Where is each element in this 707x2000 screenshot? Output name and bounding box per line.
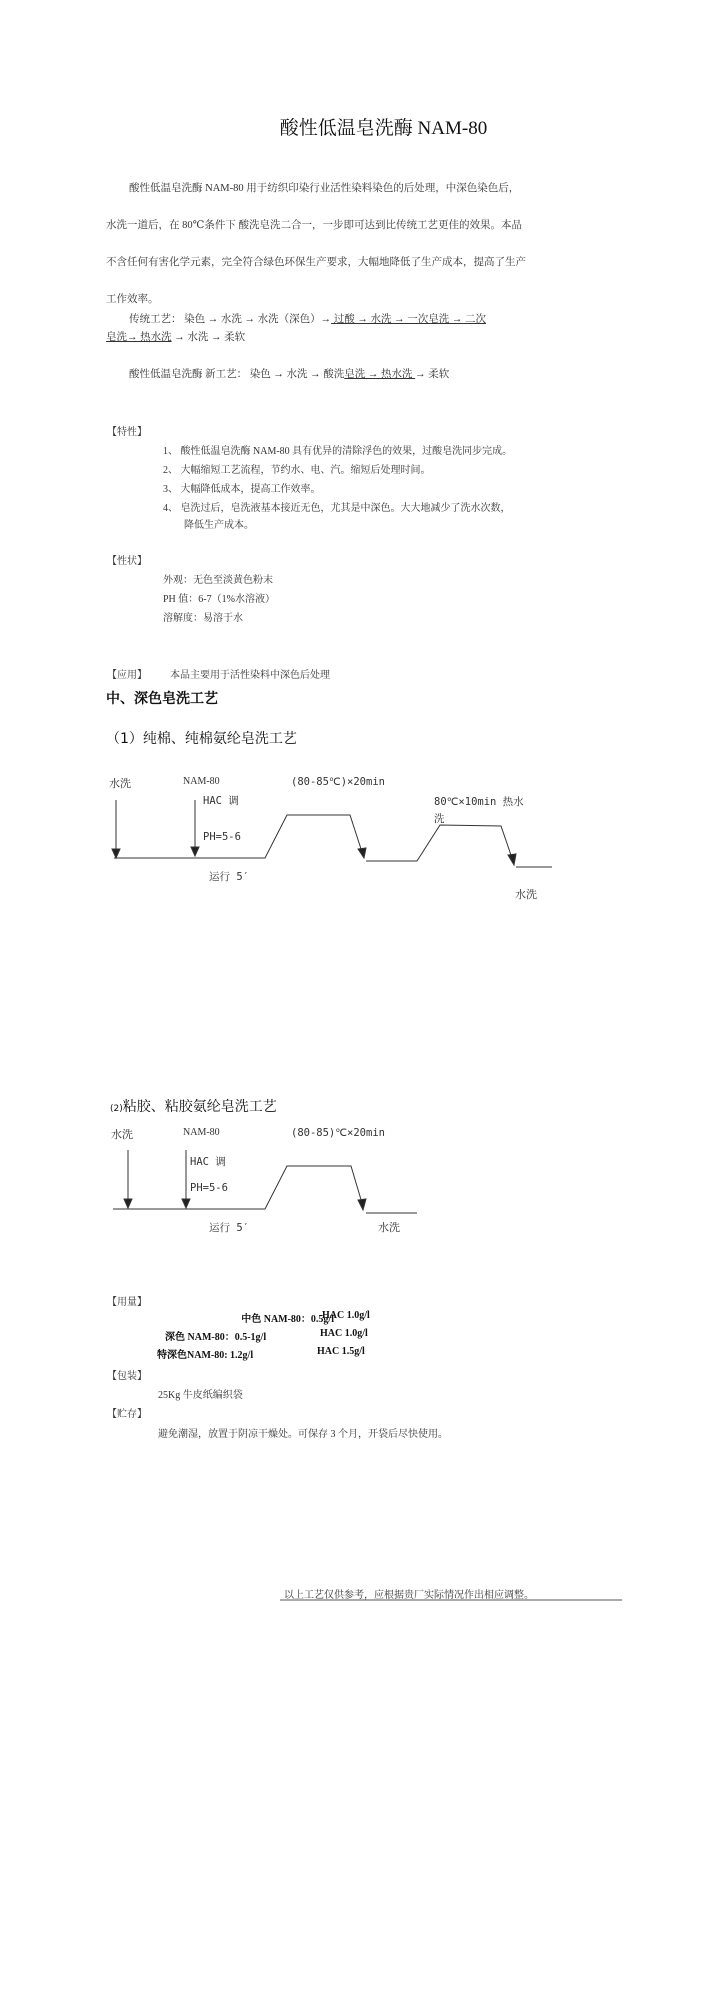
property-item: 外观：无色至淡黄色粉末 [163,575,273,586]
label-wash-end: 水洗 [378,1222,400,1234]
label-nam80: NAM-80 [183,776,220,787]
property-item: 溶解度：易溶于水 [163,613,243,624]
dosage-row [164,1328,266,1343]
temperature-profile-2 [366,825,512,861]
label-run: 运行 5′ [209,871,249,883]
dosage-hac: HAC 1.0g/l [320,1328,368,1339]
dosage-nam: NAM-80: 1.2g/l [187,1350,254,1361]
label-wash-start: 水洗 [109,778,131,790]
label-run: 运行 5′ [209,1222,249,1234]
document-title: 酸性低温皂洗酶 NAM-80 [279,118,488,139]
storage-heading: 【贮存】 [107,1409,147,1420]
label-nam80: NAM-80 [183,1127,220,1138]
properties-heading: 【性状】 [107,556,147,567]
dosage-row [157,1346,253,1361]
traditional-prefix: 传统工艺： 染色 → 水洗 → 水洗（深色）→ [129,314,332,325]
label-hot-wash-cont: 洗 [434,813,445,825]
dosage-shade: 深色 [165,1332,185,1343]
dosage-row [164,1310,334,1325]
diagram1-title: （1）纯棉、纯棉氨纶皂洗工艺 [106,731,297,747]
label-soap-condition: (80-85℃)×20min [291,776,385,788]
feature-item: 2、 大幅缩短工艺流程，节约水、电、汽。缩短后处理时间。 [163,465,431,476]
dosage-shade: 特深色 [157,1350,187,1361]
dosage-hac: HAC 1.5g/l [317,1346,365,1357]
label-hac: HAC 调 [203,795,239,807]
intro-line-1: 酸性低温皂洗酶 NAM-80 用于纺织印染行业活性染料染色的后处理，中深色染色后， [129,183,520,194]
dosage-heading: 【用量】 [107,1297,147,1308]
dosage-nam: NAM-80：0.5g/l [263,1314,334,1325]
arrow-head [112,849,120,858]
packaging-text: 25Kg 牛皮纸编织袋 [158,1390,243,1401]
label-wash-start: 水洗 [111,1129,133,1141]
intro-line-3: 不含任何有害化学元素，完全符合绿色环保生产要求，大幅地降低了生产成本，提高了生产 [106,257,526,268]
new-process-underlined: 皂洗 → 热水洗 [344,369,416,380]
application-text: 本品主要用于活性染料中深色后处理 [170,670,330,681]
label-ph: PH=5-6 [190,1182,228,1194]
storage-text: 避免潮湿，放置于阴凉干燥处。可保存 3 个月，开袋后尽快使用。 [158,1429,448,1440]
intro-line-4: 工作效率。 [106,294,159,305]
new-process-suffix: → 柔软 [415,369,450,380]
dosage-shade: 中色 [241,1314,262,1325]
arrow-head [182,1199,190,1208]
label-soap-condition: (80-85)℃×20min [291,1127,385,1139]
property-item: PH 值：6-7（1%水溶液） [163,594,275,605]
process-heading: 中、深色皂洗工艺 [106,691,218,707]
label-wash-end: 水洗 [515,889,537,901]
feature-item: 4、 皂洗过后，皂洗液基本接近无色，尤其是中深色。大大地减少了洗水次数， [163,503,511,514]
intro-line-2: 水洗一道后，在 80℃条件下 酸洗皂洗二合一，一步即可达到比传统工艺更佳的效果。本品 [106,220,522,231]
diagram2-title [110,1096,277,1116]
arrow-head [358,1199,366,1210]
footer-note: 以上工艺仅供参考，应根据贵厂实际情况作出相应调整。 [284,1590,534,1601]
feature-item: 3、 大幅降低成本，提高工作效率。 [163,484,321,495]
arrow-head [124,1199,132,1208]
feature-item: 1、 酸性低温皂洗酶 NAM-80 具有优异的清除浮色的效果，过酸皂洗同步完成。 [163,446,513,457]
arrow-head [191,847,199,856]
application-heading: 【应用】 [107,670,147,681]
new-process-prefix: 酸性低温皂洗酶 新工艺： 染色 → 水洗 → 酸洗 [129,369,345,380]
label-ph: PH=5-6 [203,831,241,843]
features-heading: 【特性】 [107,427,147,438]
feature-item-continuation: 降低生产成本。 [184,520,254,531]
arrow-head [358,848,366,858]
temperature-profile-d2 [113,1166,362,1209]
traditional-underlined-2: 皂洗→ 热水洗 [106,332,172,343]
traditional-underlined-1: 过酸 → 水洗 → 一次皂洗 → 二次 [331,314,486,325]
arrow-head [508,854,516,865]
packaging-heading: 【包装】 [107,1371,147,1382]
dosage-hac: HAC 1.0g/l [322,1310,370,1321]
label-hac: HAC 调 [190,1156,226,1168]
diagram2-title-text: 粘胶、粘胶氨纶皂洗工艺 [122,1099,277,1115]
traditional-suffix: → 水洗 → 柔软 [171,332,246,343]
label-hot-wash: 80℃×10min 热水 [434,796,524,808]
diagram2-number: (2) [110,1104,123,1114]
dosage-nam: NAM-80：0.5-1g/l [187,1332,267,1343]
